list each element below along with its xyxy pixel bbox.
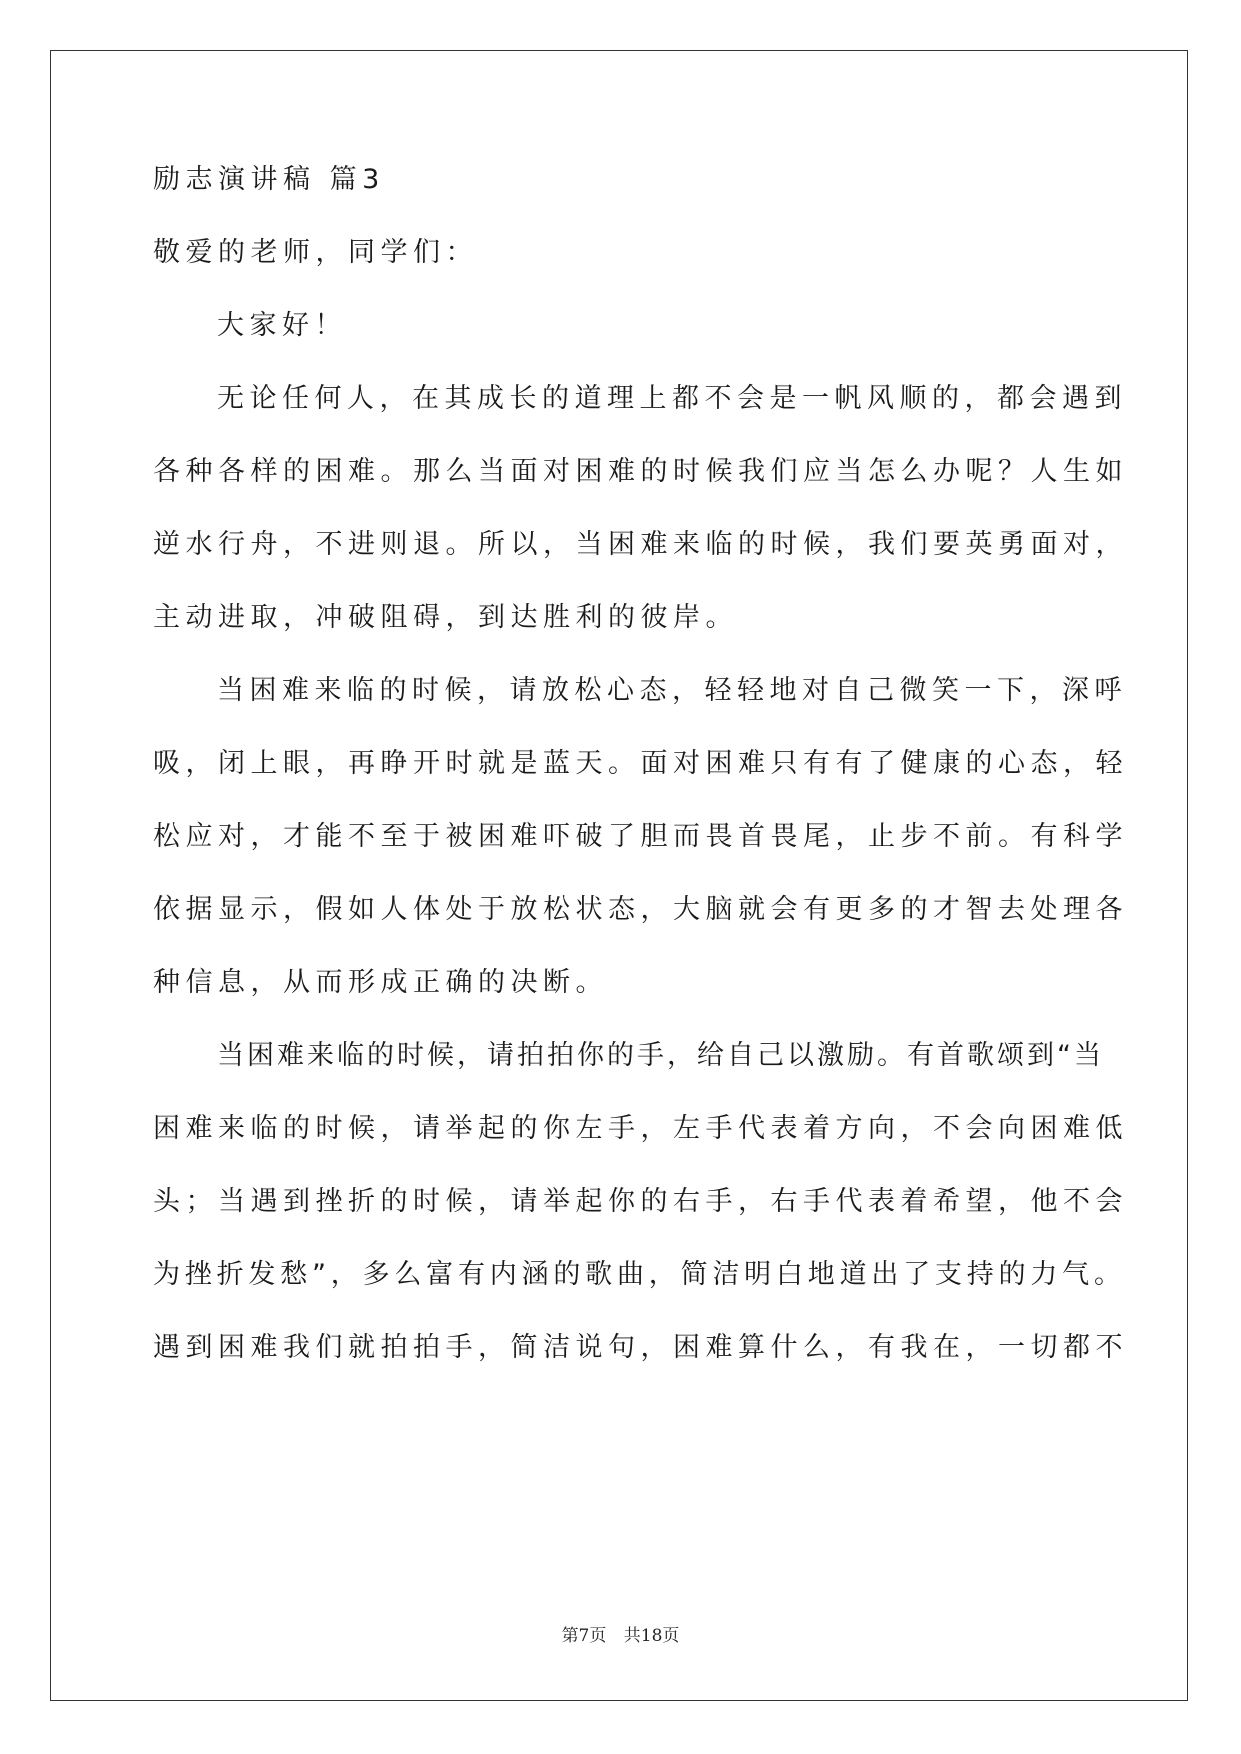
page-footer — [0, 1621, 1241, 1646]
document-heading: 励志演讲稿 篇3 — [153, 164, 385, 195]
paragraph-line: 无论任何人，在其成长的道理上都不会是一帆风顺的，都会遇到 — [217, 383, 1127, 414]
salutation: 敬爱的老师，同学们： — [153, 237, 478, 268]
paragraph-line: 当困难来临的时候，请放松心态，轻轻地对自己微笑一下，深呼 — [217, 675, 1127, 706]
paragraph-line: 当困难来临的时候，请拍拍你的手，给自己以激励。有首歌颂到“当 — [217, 1040, 1104, 1071]
paragraph-line: 各种各样的困难。那么当面对困难的时候我们应当怎么办呢？人生如 — [153, 456, 1128, 487]
total-pages-indicator: 共18页 — [623, 1626, 680, 1646]
paragraph-line: 种信息，从而形成正确的决断。 — [153, 967, 608, 998]
paragraph-line: 逆水行舟，不进则退。所以，当困难来临的时候，我们要英勇面对， — [153, 529, 1128, 560]
paragraph-line: 依据显示，假如人体处于放松状态，大脑就会有更多的才智去处理各 — [153, 894, 1128, 925]
paragraph-line: 困难来临的时候，请举起的你左手，左手代表着方向，不会向困难低 — [153, 1113, 1128, 1144]
page-border — [50, 50, 1188, 1701]
current-page-indicator: 第7页 — [561, 1626, 607, 1646]
paragraph-line: 吸，闭上眼，再睁开时就是蓝天。面对困难只有有了健康的心态，轻 — [153, 748, 1128, 779]
paragraph-line: 头；当遇到挫折的时候，请举起你的右手，右手代表着希望，他不会 — [153, 1186, 1128, 1217]
greeting: 大家好！ — [217, 310, 347, 341]
paragraph-line: 遇到困难我们就拍拍手，简洁说句，困难算什么，有我在，一切都不 — [153, 1332, 1128, 1363]
paragraph-line: 主动进取，冲破阻碍，到达胜利的彼岸。 — [153, 602, 738, 633]
paragraph-line: 松应对，才能不至于被困难吓破了胆而畏首畏尾，止步不前。有科学 — [153, 821, 1128, 852]
paragraph-line: 为挫折发愁”，多么富有内涵的歌曲，简洁明白地道出了支持的力气。 — [153, 1259, 1126, 1290]
